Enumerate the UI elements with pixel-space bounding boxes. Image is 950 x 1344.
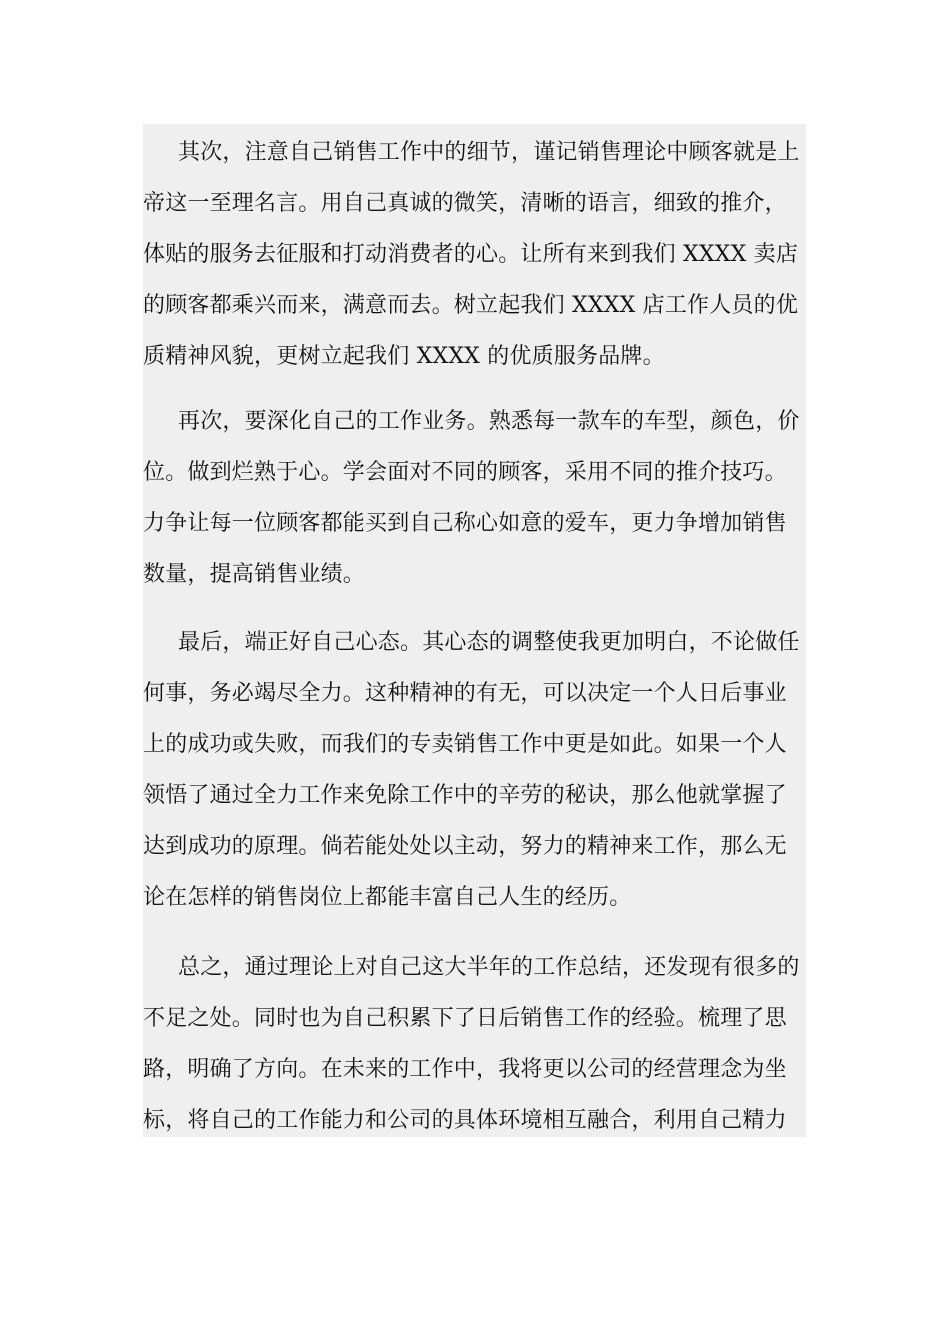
text-line: 质精神风貌，更树立起我们 XXXX 的优质服务品牌。	[143, 344, 665, 369]
text-line: 总之，通过理论上对自己这大半年的工作总结，还发现有很多的	[178, 955, 800, 980]
text-line: 的顾客都乘兴而来，满意而去。树立起我们 XXXX 店工作人员的优	[143, 293, 799, 318]
text-line: 位。做到烂熟于心。学会面对不同的顾客，采用不同的推介技巧。	[143, 460, 787, 485]
text-line: 数量，提高销售业绩。	[143, 562, 366, 587]
highlighted-text-block	[143, 124, 806, 1137]
text-line: 论在怎样的销售岗位上都能丰富自己人生的经历。	[143, 885, 632, 910]
paragraph-business	[143, 396, 806, 600]
text-line: 何事，务必竭尽全力。这种精神的有无，可以决定一个人日后事业	[143, 681, 787, 706]
text-line: 上的成功或失败，而我们的专卖销售工作中更是如此。如果一个人	[143, 732, 787, 757]
text-line: 不足之处。同时也为自己积累下了日后销售工作的经验。梳理了思	[143, 1006, 787, 1031]
text-line: 体贴的服务去征服和打动消费者的心。让所有来到我们 XXXX 卖店	[143, 242, 799, 267]
paragraph-mindset	[143, 617, 806, 923]
text-line: 领悟了通过全力工作来免除工作中的辛劳的秘诀，那么他就掌握了	[143, 783, 787, 808]
text-line: 路，明确了方向。在未来的工作中，我将更以公司的经营理念为坐	[143, 1057, 787, 1082]
text-line: 帝这一至理名言。用自己真诚的微笑，清晰的语言，细致的推介，	[143, 191, 787, 216]
text-line: 再次，要深化自己的工作业务。熟悉每一款车的车型，颜色，价	[178, 409, 800, 434]
text-line: 达到成功的原理。倘若能处处以主动，努力的精神来工作，那么无	[143, 834, 787, 859]
paragraph-details	[143, 127, 806, 382]
paragraph-summary	[143, 942, 806, 1146]
text-line: 其次，注意自己销售工作中的细节，谨记销售理论中顾客就是上	[178, 140, 800, 165]
text-line: 标，将自己的工作能力和公司的具体环境相互融合，利用自己精力	[143, 1108, 787, 1133]
text-line: 最后，端正好自己心态。其心态的调整使我更加明白，不论做任	[178, 630, 800, 655]
text-line: 力争让每一位顾客都能买到自己称心如意的爱车，更力争增加销售	[143, 511, 787, 536]
